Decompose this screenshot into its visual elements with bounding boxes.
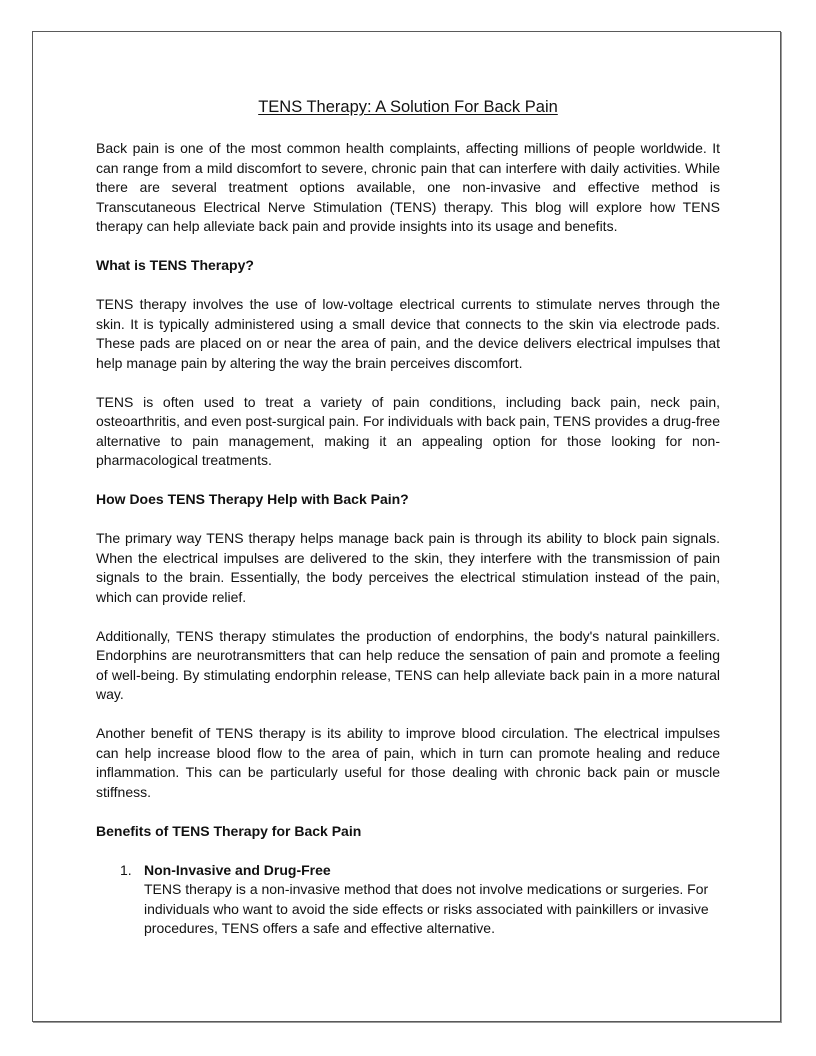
section-heading-how-tens-helps: How Does TENS Therapy Help with Back Pain? — [96, 491, 409, 507]
document-title: TENS Therapy: A Solution For Back Pain — [258, 98, 558, 116]
paragraph: Additionally, TENS therapy stimulates the production of endorphins, the body's natural painkillers. Endorphins are neurotransmitters that can help reduce the sensation of pain and promote a feeling of well-being. By stimulating endorphin release, TENS can help alleviate back pain in a more natural way. — [96, 627, 720, 702]
paragraph: TENS therapy involves the use of low-voltage electrical currents to stimulate nerves through the skin. It is typically administered using a small device that connects to the skin via electrode pads. These pads are placed on or near the area of pain, and the device delivers electrical impulses that help manage pain by altering the way the brain perceives discomfort. — [96, 296, 720, 371]
paragraph: TENS is often used to treat a variety of pain conditions, including back pain, neck pain, osteoarthritis, and even post-surgical pain. For individuals with back pain, TENS provides a drug-free alternative to pain management, making it an appealing option for those looking for non-pharmacological treatments. — [96, 393, 720, 468]
paragraph: Another benefit of TENS therapy is its ability to improve blood circulation. The electrical impulses can help increase blood flow to the area of pain, which in turn can promote healing and reduce inflammation. This can be particularly useful for those dealing with chronic back pain or muscle stiffness. — [96, 725, 720, 800]
list-item-text: TENS therapy is a non-invasive method that does not involve medications or surgeries. For individuals who want to avoid the side effects or risks associated with painkillers or invasive procedures, TENS offers a safe and effective alternative. — [144, 881, 709, 936]
paragraph: The primary way TENS therapy helps manage back pain is through its ability to block pain signals. When the electrical impulses are delivered to the skin, they interfere with the transmission of pain signals to the brain. Essentially, the body perceives the electrical stimulation instead of the pain, which can provide relief. — [96, 530, 720, 605]
section-heading-what-is-tens: What is TENS Therapy? — [96, 257, 254, 273]
intro-paragraph: Back pain is one of the most common health complaints, affecting millions of people worldwide. It can range from a mild discomfort to severe, chronic pain that can interfere with daily activities. While there are several treatment options available, one non-invasive and effective method is Transcutaneous Electrical Nerve Stimulation (TENS) therapy. This blog will explore how TENS therapy can help alleviate back pain and provide insights into its usage and benefits. — [96, 140, 720, 234]
document-body — [96, 96, 720, 939]
section-heading-benefits: Benefits of TENS Therapy for Back Pain — [96, 822, 362, 839]
list-item-number: 1. — [120, 861, 132, 878]
list-item — [96, 861, 720, 939]
benefits-list — [96, 861, 720, 939]
list-item-title: Non-Invasive and Drug-Free — [144, 861, 331, 878]
